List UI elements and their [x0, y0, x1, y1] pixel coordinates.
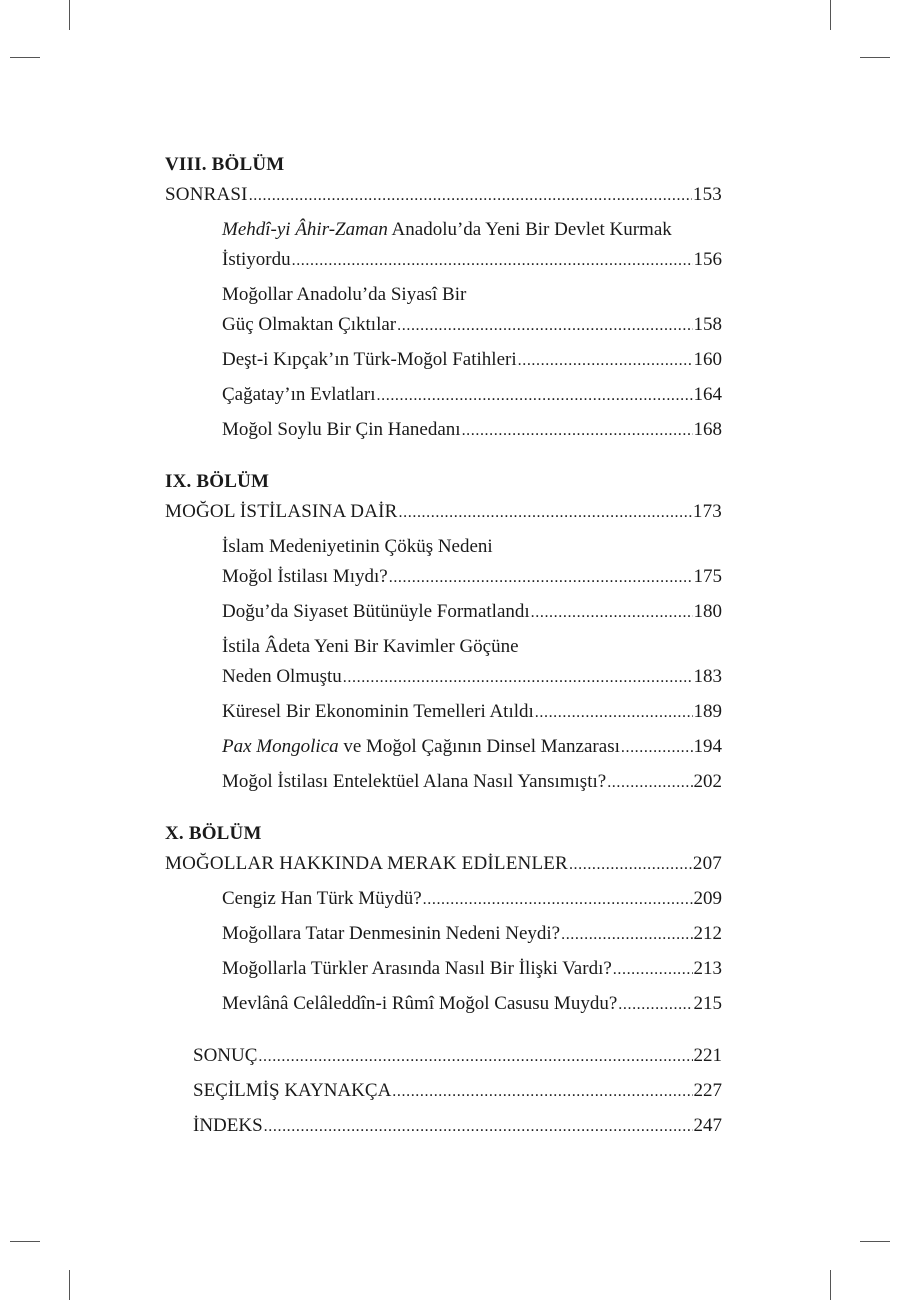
dot-leader: [535, 698, 693, 728]
page-number: 158: [693, 314, 722, 335]
dot-leader: [613, 955, 693, 985]
entry-label: Cengiz Han Türk Müydü?: [222, 888, 422, 909]
dot-leader: [462, 416, 693, 446]
entry-label: Küresel Bir Ekonominin Temelleri Atıldı: [222, 701, 534, 722]
dot-leader: [389, 563, 693, 593]
entry-label: Çağatay’ın Evlatları: [222, 384, 376, 405]
chapter-9: [165, 467, 722, 797]
page-number: 194: [693, 736, 722, 757]
toc-entry[interactable]: [222, 415, 722, 445]
entry-label: Moğollarla Türkler Arasında Nasıl Bir İlişki Vardı?: [222, 958, 612, 979]
entry-line: İstila Âdeta Yeni Bir Kavimler Göçüne: [222, 636, 519, 657]
crop-mark: [830, 0, 831, 30]
toc-entry[interactable]: [222, 767, 722, 797]
page-number: 247: [693, 1115, 722, 1136]
toc-entry[interactable]: [222, 597, 722, 627]
toc-entry[interactable]: [222, 345, 722, 375]
table-of-contents: [165, 150, 722, 1141]
entry-label: Mevlânâ Celâleddîn-i Rûmî Moğol Casusu Muydu?: [222, 993, 618, 1014]
crop-mark: [69, 0, 70, 30]
entry-label: İstiyordu: [222, 249, 291, 270]
toc-entry[interactable]: [193, 1076, 722, 1106]
page-number: 227: [693, 1080, 722, 1101]
page-number: 168: [693, 419, 722, 440]
entry-label: [222, 732, 620, 762]
page-number: 180: [693, 601, 722, 622]
entry-line: İslam Medeniyetinin Çöküş Nedeni: [222, 536, 493, 557]
entry-text: ve Moğol Çağının Dinsel Manzarası: [338, 736, 620, 757]
page-number: 153: [692, 184, 722, 205]
entry-label: Moğollara Tatar Denmesinin Nedeni Neydi?: [222, 923, 561, 944]
page-number: 175: [693, 566, 722, 587]
dot-leader: [569, 850, 692, 880]
toc-entry[interactable]: [222, 632, 722, 692]
crop-mark: [10, 1241, 40, 1242]
chapter-8: [165, 150, 722, 445]
dot-leader: [607, 768, 692, 798]
chapter-heading: VIII. BÖLÜM: [165, 154, 285, 175]
page-number: 213: [693, 958, 722, 979]
dot-leader: [292, 246, 693, 276]
dot-leader: [249, 181, 692, 211]
dot-leader: [264, 1112, 693, 1142]
dot-leader: [377, 381, 693, 411]
entry-label: Güç Olmaktan Çıktılar: [222, 314, 397, 335]
dot-leader: [397, 311, 692, 341]
entry-text: Anadolu’da Yeni Bir Devlet Kurmak: [387, 219, 672, 240]
page-number: 189: [693, 701, 722, 722]
dot-leader: [518, 346, 693, 376]
entry-label: Doğu’da Siyaset Bütünüyle Formatlandı: [222, 601, 530, 622]
chapter-title-entry[interactable]: [165, 497, 722, 527]
entry-italic-text: Pax Mongolica: [222, 736, 339, 757]
crop-mark: [10, 57, 40, 58]
entry-label: Neden Olmuştu: [222, 666, 342, 687]
toc-entry[interactable]: [193, 1041, 722, 1071]
page-number: 160: [693, 349, 722, 370]
crop-mark: [69, 1270, 70, 1300]
page-number: 215: [693, 993, 722, 1014]
crop-mark: [860, 1241, 890, 1242]
dot-leader: [392, 1077, 692, 1107]
page-number: 209: [693, 888, 722, 909]
page-number: 173: [692, 501, 722, 522]
toc-entry[interactable]: [222, 532, 722, 592]
entry-line: Moğollar Anadolu’da Siyasî Bir: [222, 284, 467, 305]
entry-label: MOĞOLLAR HAKKINDA MERAK EDİLENLER: [165, 853, 568, 874]
toc-entry[interactable]: [222, 989, 722, 1019]
page-number: 183: [693, 666, 722, 687]
chapter-title-entry[interactable]: [165, 180, 722, 210]
toc-entry[interactable]: [222, 919, 722, 949]
toc-entry[interactable]: [222, 954, 722, 984]
dot-leader: [258, 1042, 692, 1072]
toc-entry[interactable]: [222, 884, 722, 914]
dot-leader: [618, 990, 692, 1020]
toc-entry[interactable]: [193, 1111, 722, 1141]
chapter-heading: X. BÖLÜM: [165, 823, 262, 844]
toc-entry[interactable]: [222, 697, 722, 727]
chapter-heading: IX. BÖLÜM: [165, 471, 270, 492]
chapter-10: [165, 819, 722, 1019]
chapter-title-entry[interactable]: [165, 849, 722, 879]
crop-mark: [830, 1270, 831, 1300]
entry-label: SONUÇ: [193, 1045, 258, 1066]
page-number: 164: [693, 384, 722, 405]
entry-italic-text: Mehdî-yi Âhir-Zaman: [222, 219, 388, 240]
end-matter: [165, 1041, 722, 1141]
toc-entry[interactable]: [222, 215, 722, 275]
toc-entry[interactable]: [222, 280, 722, 340]
entry-label: Moğol İstilası Mıydı?: [222, 566, 388, 587]
dot-leader: [343, 663, 693, 693]
entry-label: MOĞOL İSTİLASINA DAİR: [165, 501, 398, 522]
entry-label: Deşt-i Kıpçak’ın Türk-Moğol Fatihleri: [222, 349, 517, 370]
page-number: 207: [692, 853, 722, 874]
crop-mark: [860, 57, 890, 58]
dot-leader: [399, 498, 692, 528]
dot-leader: [621, 733, 693, 763]
toc-entry[interactable]: [222, 732, 722, 762]
page-number: 221: [693, 1045, 722, 1066]
toc-entry[interactable]: [222, 380, 722, 410]
entry-label: SEÇİLMİŞ KAYNAKÇA: [193, 1080, 392, 1101]
entry-label: SONRASI: [165, 184, 248, 205]
dot-leader: [561, 920, 692, 950]
entry-line: [222, 215, 722, 245]
entry-label: İNDEKS: [193, 1115, 263, 1136]
page-number: 156: [693, 249, 722, 270]
entry-label: Moğol Soylu Bir Çin Hanedanı: [222, 419, 461, 440]
page-number: 212: [693, 923, 722, 944]
entry-label: Moğol İstilası Entelektüel Alana Nasıl Yansımıştı?: [222, 771, 607, 792]
page-number: 202: [693, 771, 722, 792]
dot-leader: [423, 885, 693, 915]
dot-leader: [531, 598, 693, 628]
